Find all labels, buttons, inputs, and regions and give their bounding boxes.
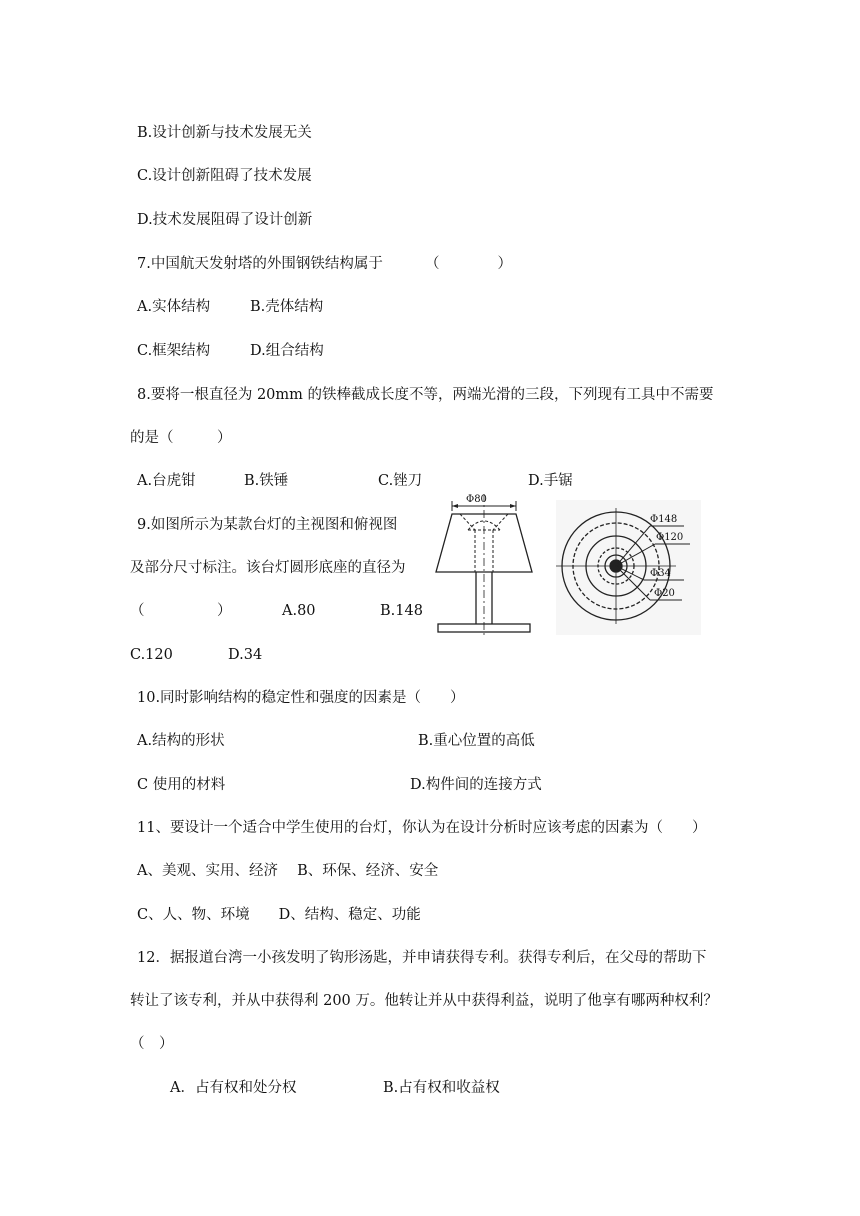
q8-stem-line2: 的是（ ） bbox=[130, 430, 232, 446]
q6-option-b: B.设计创新与技术发展无关 bbox=[137, 125, 312, 141]
q9-option-a: A.80 bbox=[282, 603, 316, 619]
q10-option-b: B.重心位置的高低 bbox=[418, 733, 535, 749]
q6-option-d: D.技术发展阻碍了设计创新 bbox=[137, 212, 313, 228]
lamp-front-view-figure bbox=[428, 490, 538, 640]
q8-option-b: B.铁锤 bbox=[244, 473, 289, 489]
q11-options-cd: C、人、物、环境 D、结构、稳定、功能 bbox=[137, 907, 421, 923]
q10-option-c: C 使用的材料 bbox=[137, 777, 226, 793]
q6-option-c: C.设计创新阻碍了技术发展 bbox=[137, 168, 312, 184]
q9-fig-dim-phi80: Φ80 bbox=[466, 494, 487, 505]
q9-fig-dim-phi120: Φ120 bbox=[656, 532, 684, 543]
q10-option-a: A.结构的形状 bbox=[137, 733, 225, 749]
q9-option-d: D.34 bbox=[228, 647, 263, 663]
q11-options-ab: A、美观、实用、经济 B、环保、经济、安全 bbox=[137, 863, 439, 879]
q12-answer-paren: （ ） bbox=[130, 1036, 174, 1052]
q7-option-b: B.壳体结构 bbox=[250, 299, 324, 315]
q10-stem: 10.同时影响结构的稳定性和强度的因素是（ ） bbox=[137, 690, 465, 706]
q11-stem: 11、要设计一个适合中学生使用的台灯，你认为在设计分析时应该考虑的因素为（ ） bbox=[137, 820, 707, 836]
q9-option-c: C.120 bbox=[130, 647, 173, 663]
q12-option-b: B.占有权和收益权 bbox=[383, 1080, 500, 1096]
q7-option-d: D.组合结构 bbox=[250, 343, 324, 359]
q7-option-c: C.框架结构 bbox=[137, 343, 211, 359]
q8-option-d: D.手锯 bbox=[528, 473, 573, 489]
q9-stem-line1: 9.如图所示为某款台灯的主视图和俯视图 bbox=[137, 517, 398, 533]
q12-stem-line1: 12．据报道台湾一小孩发明了钩形汤匙，并申请获得专利。获得专利后，在父母的帮助下 bbox=[137, 950, 707, 966]
q8-stem-line1: 8.要将一根直径为 20mm 的铁棒截成长度不等，两端光滑的三段，下列现有工具中不需要 bbox=[137, 387, 714, 403]
q12-option-a: A．占有权和处分权 bbox=[170, 1080, 297, 1096]
q7-answer-paren: （ ） bbox=[425, 256, 512, 272]
q9-fig-dim-phi34: Φ34 bbox=[650, 568, 671, 579]
q12-stem-line2: 转让了该专利，并从中获得利 200 万。他转让并从中获得利益，说明了他享有哪两种权利？ bbox=[130, 993, 718, 1009]
q9-stem-line2: 及部分尺寸标注。该台灯圆形底座的直径为 bbox=[130, 560, 406, 576]
q7-stem: 7.中国航天发射塔的外围钢铁结构属于 bbox=[137, 256, 383, 272]
q9-fig-dim-phi20: Φ20 bbox=[654, 588, 675, 599]
q9-answer-paren: （ ） bbox=[130, 603, 232, 619]
q8-option-c: C.锉刀 bbox=[378, 473, 423, 489]
lamp-top-view-figure bbox=[556, 500, 701, 635]
q10-option-d: D.构件间的连接方式 bbox=[410, 777, 542, 793]
q8-option-a: A.台虎钳 bbox=[137, 473, 196, 489]
q9-fig-dim-phi148: Φ148 bbox=[650, 514, 678, 525]
q7-option-a: A.实体结构 bbox=[137, 299, 211, 315]
q9-option-b: B.148 bbox=[380, 603, 423, 619]
